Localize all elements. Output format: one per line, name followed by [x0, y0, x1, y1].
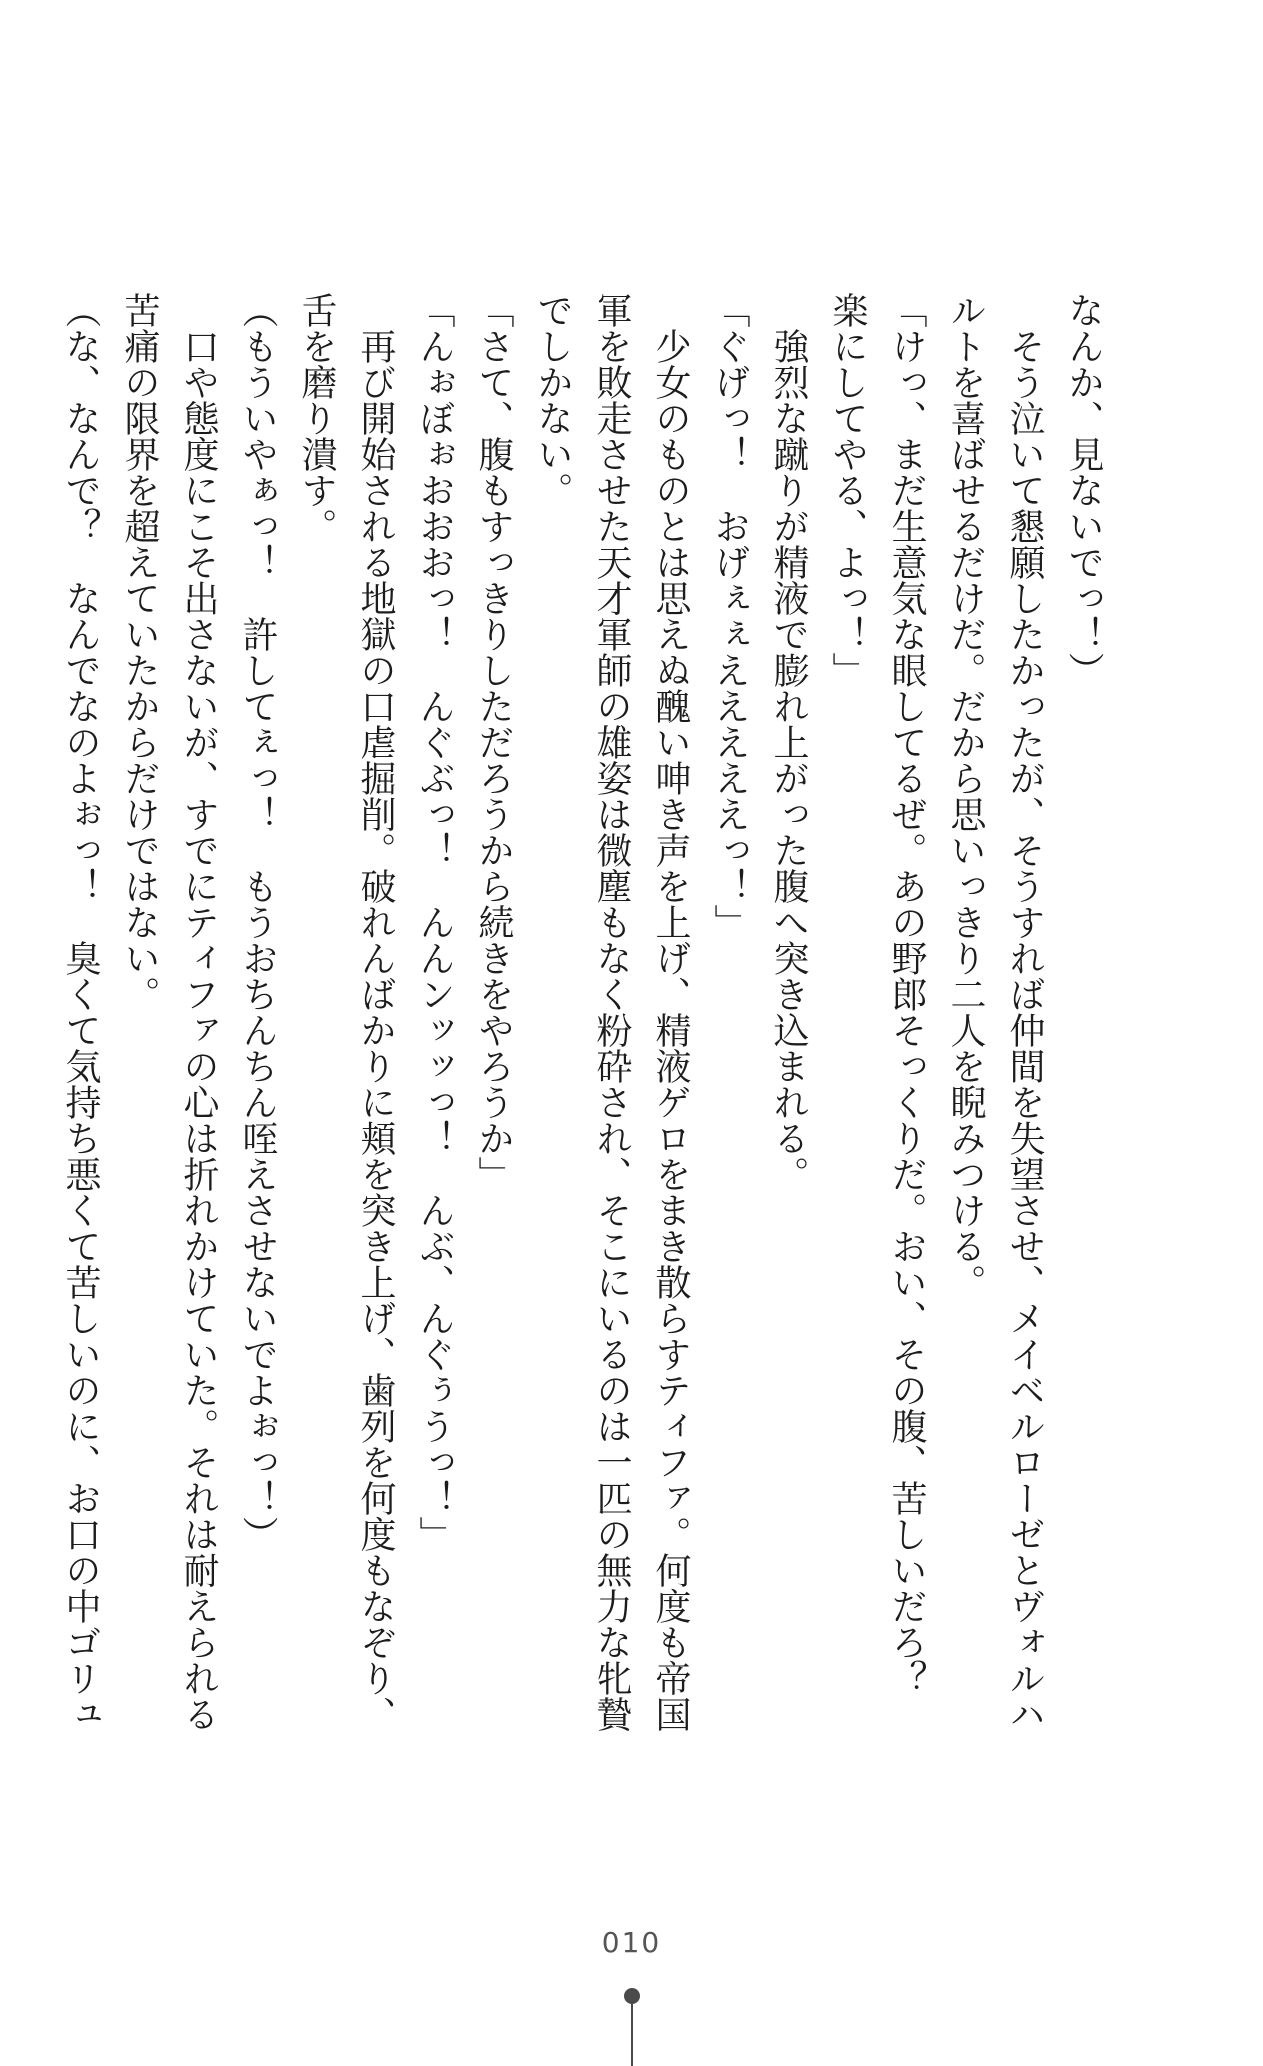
page-marker-line	[631, 2002, 633, 2066]
text-line: 「ぐげっ！ おげぇぇえええええっ！」	[709, 292, 750, 940]
text-line: 「さて、腹もすっきりしただろうから続きをやろうか」	[473, 292, 514, 1192]
text-line: 苦痛の限界を超えていたからだけではない。	[119, 292, 160, 1012]
text-line: （な、なんで？ なんでなのよぉっ！ 臭くて気持ち悪くて苦しいのに、お口の中ゴリュ	[60, 292, 101, 1732]
body-text	[60, 292, 1113, 1732]
text-line: そう泣いて懇願したかったが、そうすれば仲間を失望させ、メイベルローゼとヴォルハ	[1004, 292, 1045, 1732]
text-line: 軍を敗走させた天才軍師の雄姿は微塵もなく粉砕され、そこにいるのは一匹の無力な牝贄	[591, 292, 632, 1732]
text-line: 強烈な蹴りが精液で膨れ上がった腹へ突き込まれる。	[768, 292, 809, 1192]
text-line: （もういやぁっ！ 許してぇっ！ もうおちんちん咥えさせないでよぉっ！）	[237, 292, 278, 1552]
text-line: ルトを喜ばせるだけだ。だから思いっきり二人を睨みつける。	[945, 292, 986, 1300]
text-line: でしかない。	[532, 292, 573, 508]
text-line: 少女のものとは思えぬ醜い呻き声を上げ、精液ゲロをまき散らすティファ。何度も帝国	[650, 292, 691, 1732]
text-line: 舌を磨り潰す。	[296, 292, 337, 544]
text-line: 再び開始される地獄の口虐掘削。破れんばかりに頬を突き上げ、歯列を何度もなぞり、	[355, 292, 396, 1732]
text-line: 「けっ、まだ生意気な眼してるぜ。あの野郎そっくりだ。おい、その腹、苦しいだろ？	[886, 292, 927, 1696]
page-number: 010	[601, 1926, 662, 1959]
text-line: 口や態度にこそ出さないが、すでにティファの心は折れかけていた。それは耐えられる	[178, 292, 219, 1732]
text-line: 楽にしてやる、よっ！」	[827, 292, 868, 688]
text-line: 「んぉぼぉおおおっ！ んぐぶっ！ んんンッッっ！ んぶ、んぐぅうっ！」	[414, 292, 455, 1552]
text-line: なんか、見ないでっ！）	[1063, 292, 1104, 688]
